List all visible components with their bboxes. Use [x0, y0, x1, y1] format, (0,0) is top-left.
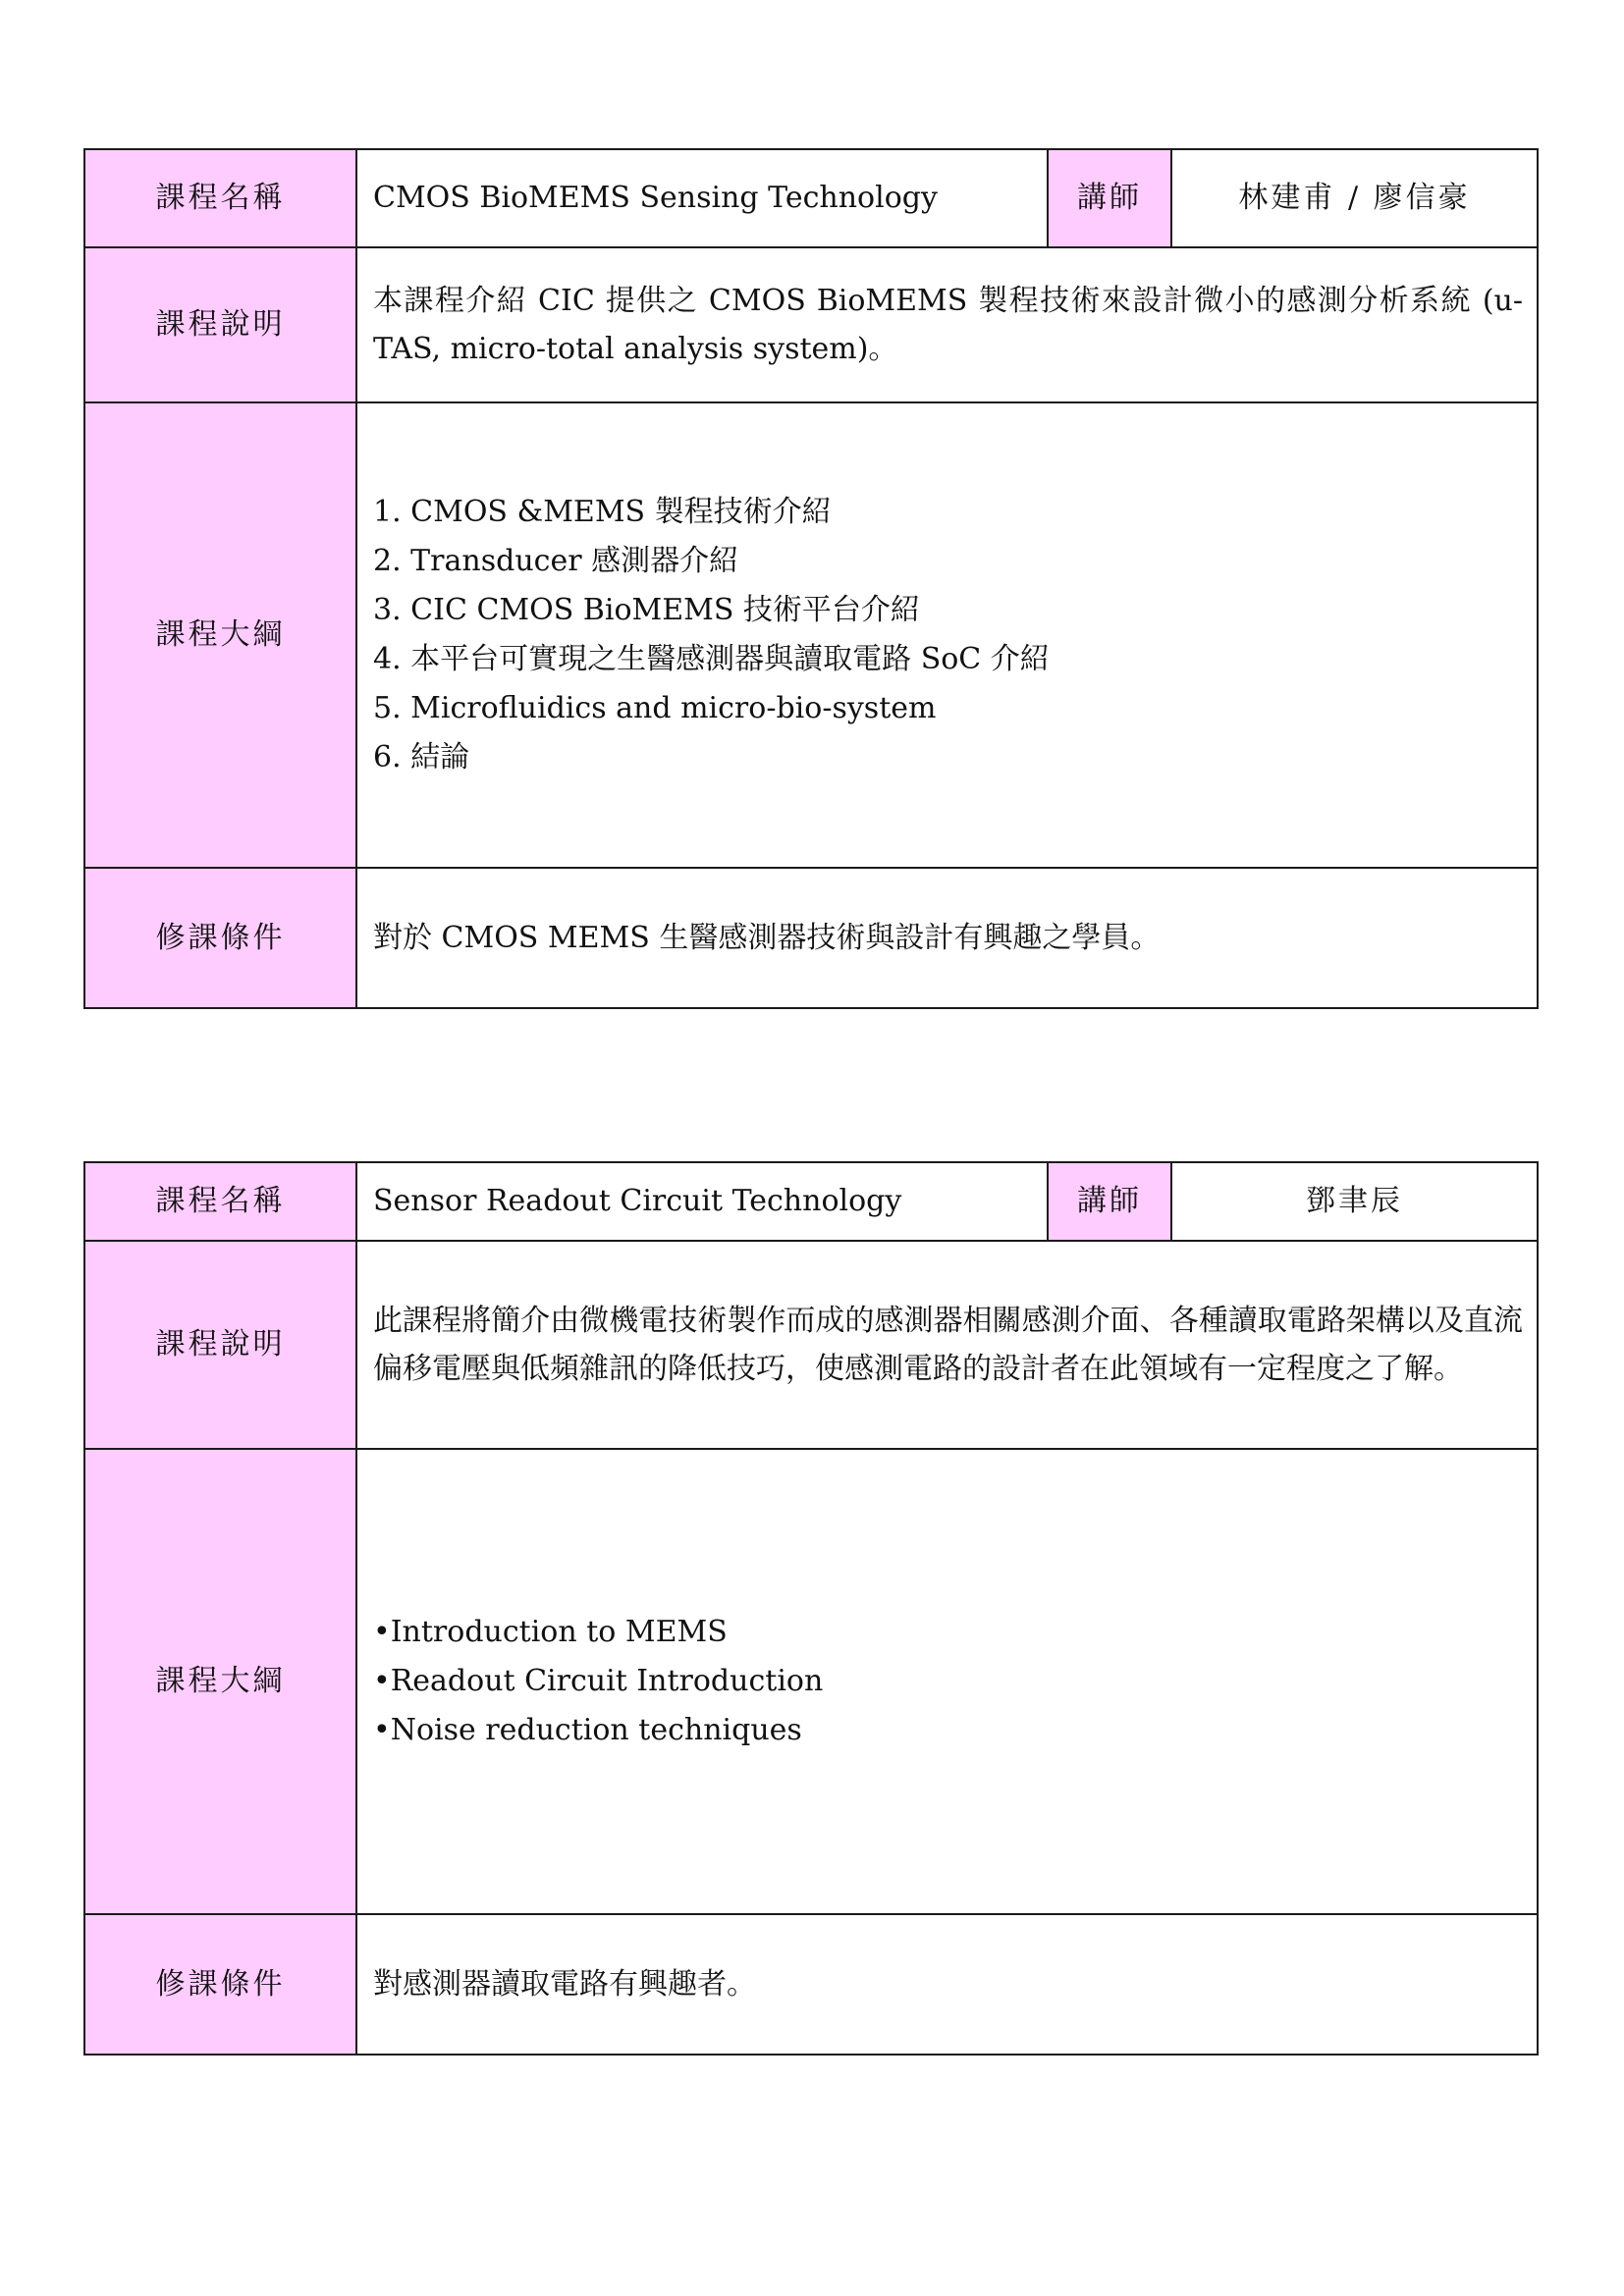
course-desc-label: 課程說明 — [84, 247, 356, 402]
course-table — [83, 148, 1539, 1009]
course-prereq: 對於 CMOS MEMS 生醫感測器技術與設計有興趣之學員。 — [356, 868, 1538, 1008]
course-name-label: 課程名稱 — [84, 149, 356, 247]
course-outline-label: 課程大綱 — [84, 1449, 356, 1914]
outline-item: 5. Microfluidics and micro-bio-system — [373, 691, 937, 725]
outline-item: 3. CIC CMOS BioMEMS 技術平台介紹 — [373, 593, 920, 627]
course-desc: 本課程介紹 CIC 提供之 CMOS BioMEMS 製程技術來設計微小的感測分析系統 (u-TAS, micro-total analysis system)。 — [356, 247, 1538, 402]
outline-item: 2. Transducer 感測器介紹 — [373, 544, 739, 578]
outline-list — [373, 488, 1523, 782]
course-outline — [356, 1449, 1538, 1914]
course-outline-row — [84, 1449, 1538, 1914]
course-name: CMOS BioMEMS Sensing Technology — [356, 149, 1048, 247]
course-name: Sensor Readout Circuit Technology — [356, 1162, 1048, 1241]
outline-item: •Readout Circuit Introduction — [373, 1664, 824, 1698]
outline-item: 4. 本平台可實現之生醫感測器與讀取電路 SoC 介紹 — [373, 642, 1050, 676]
course-desc: 此課程將簡介由微機電技術製作而成的感測器相關感測介面、各種讀取電路架構以及直流偏移電壓與低頻雜訊的降低技巧，使感測電路的設計者在此領域有一定程度之了解。 — [356, 1241, 1538, 1449]
instructor-label: 講師 — [1048, 1162, 1171, 1241]
course-prereq-label: 修課條件 — [84, 868, 356, 1008]
course-desc-row — [84, 1241, 1538, 1449]
course-outline-row — [84, 402, 1538, 868]
course-desc-label: 課程說明 — [84, 1241, 356, 1449]
outline-item: 6. 結論 — [373, 740, 470, 774]
outline-item: 1. CMOS &MEMS 製程技術介紹 — [373, 495, 832, 529]
course-outline — [356, 402, 1538, 868]
course-name-label: 課程名稱 — [84, 1162, 356, 1241]
course-table — [83, 1161, 1539, 2056]
instructor-label: 講師 — [1048, 149, 1171, 247]
course-prereq-row — [84, 868, 1538, 1008]
course-prereq-label: 修課條件 — [84, 1914, 356, 2055]
course-prereq-row — [84, 1914, 1538, 2055]
course-name-row — [84, 149, 1538, 247]
outline-item: •Introduction to MEMS — [373, 1615, 728, 1649]
course-outline-label: 課程大綱 — [84, 402, 356, 868]
instructor-name: 林建甫 / 廖信豪 — [1171, 149, 1538, 247]
course-name-row — [84, 1162, 1538, 1241]
outline-item: •Noise reduction techniques — [373, 1713, 802, 1747]
course-desc-row — [84, 247, 1538, 402]
course-prereq: 對感測器讀取電路有興趣者。 — [356, 1914, 1538, 2055]
outline-list — [373, 1608, 1523, 1755]
instructor-name: 鄧聿辰 — [1171, 1162, 1538, 1241]
